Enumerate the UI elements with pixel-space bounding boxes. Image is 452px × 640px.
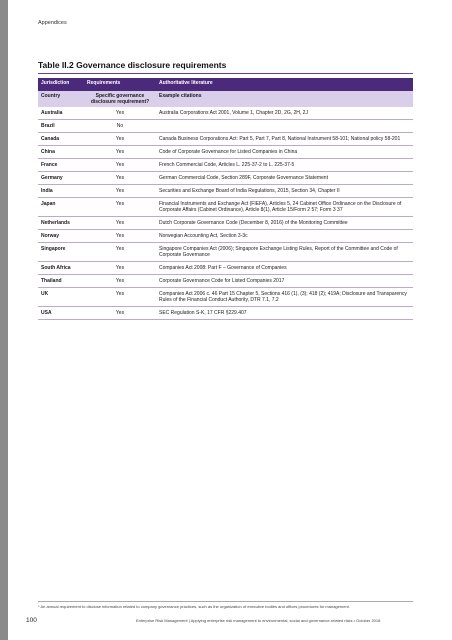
header-requirements: Requirements xyxy=(84,78,156,91)
citation-cell: Australia Corporations Act 2001, Volume 1, Chapter 2D, 2G, 2H, 2J xyxy=(156,107,413,120)
citation-cell: Companies Act 2008: Part F – Governance of Companies xyxy=(156,262,413,275)
country-cell: Singapore xyxy=(38,243,84,262)
table-row xyxy=(38,198,413,217)
requirement-cell: Yes xyxy=(84,185,156,198)
requirement-cell: No xyxy=(84,120,156,133)
citation-cell: Singapore Companies Act (2006); Singapore Exchange Listing Rules, Report of the Committee and Code of Corporate Governance xyxy=(156,243,413,262)
table-row xyxy=(38,288,413,307)
citation-cell: French Commercial Code, Articles L. 225-37-2 to L. 225-37-5 xyxy=(156,159,413,172)
requirement-cell: Yes xyxy=(84,243,156,262)
country-cell: South Africa xyxy=(38,262,84,275)
requirement-cell: Yes xyxy=(84,217,156,230)
country-cell: Brazil xyxy=(38,120,84,133)
table-row xyxy=(38,185,413,198)
requirement-cell: Yes xyxy=(84,307,156,320)
table-subheader-row xyxy=(38,91,413,107)
requirement-cell: Yes xyxy=(84,146,156,159)
requirement-cell: Yes xyxy=(84,262,156,275)
citation-cell: Canada Business Corporations Act: Part 5, Part 7, Part 8, National Instrument 58-101; National policy 58-201 xyxy=(156,133,413,146)
header-authoritative-literature: Authoritative literature xyxy=(156,78,413,91)
citation-cell: Companies Act 2006 c. 46 Part 15 Chapter 5, Sections 416 (1), (3); 418 (2); 419A; Disclosure and Transparency Rules of the Financial Conduct Authority, DTR 7.1, 7.2 xyxy=(156,288,413,307)
table-row xyxy=(38,262,413,275)
requirement-cell: Yes xyxy=(84,198,156,217)
table-row xyxy=(38,120,413,133)
requirement-cell: Yes xyxy=(84,107,156,120)
subheader-country: Country xyxy=(38,91,84,107)
country-cell: France xyxy=(38,159,84,172)
governance-table xyxy=(38,78,413,320)
subheader-specific-requirement: Specific governance disclosure requirement? xyxy=(84,91,156,107)
footnote: * An annual requirement to disclose information related to company governance practices, such as the organization of executive bodies and offices procedures for management. xyxy=(38,601,413,610)
page-number: 100 xyxy=(26,617,37,624)
country-cell: Canada xyxy=(38,133,84,146)
table-row xyxy=(38,146,413,159)
citation-cell: Code of Corporate Governance for Listed Companies in China xyxy=(156,146,413,159)
country-cell: Netherlands xyxy=(38,217,84,230)
country-cell: Germany xyxy=(38,172,84,185)
country-cell: UK xyxy=(38,288,84,307)
table-row xyxy=(38,133,413,146)
requirement-cell: Yes xyxy=(84,133,156,146)
table-row xyxy=(38,172,413,185)
requirement-cell: Yes xyxy=(84,288,156,307)
table-row xyxy=(38,107,413,120)
subheader-example-citations: Example citations xyxy=(156,91,413,107)
footer-text: Enterprise Risk Management | Applying enterprise risk management to environmental, social and governance-related risks • October 2018 xyxy=(136,618,381,623)
requirement-cell: Yes xyxy=(84,275,156,288)
requirement-cell: Yes xyxy=(84,172,156,185)
table-title: Table II.2 Governance disclosure requirements xyxy=(38,60,227,70)
page-sidebar-strip xyxy=(0,0,8,640)
country-cell: Australia xyxy=(38,107,84,120)
citation-cell: German Commercial Code, Section 289F, Corporate Governance Statement xyxy=(156,172,413,185)
citation-cell: Corporate Governance Code for Listed Companies 2017 xyxy=(156,275,413,288)
section-label: Appendices xyxy=(38,20,67,26)
requirement-cell: Yes xyxy=(84,230,156,243)
country-cell: China xyxy=(38,146,84,159)
citation-cell: Financial Instruments and Exchange Act (FIEFA), Articles 5, 24 Cabinet Office Ordinance on the Disclosure of Corporate Affairs (Cabinet Ordinance), Article 8(1), Article 15/Form 2 57; Form 3 37 xyxy=(156,198,413,217)
country-cell: USA xyxy=(38,307,84,320)
header-jurisdiction: Jurisdiction xyxy=(38,78,84,91)
citation-cell: Securities and Exchange Board of India Regulations, 2015, Section 34, Chapter II xyxy=(156,185,413,198)
citation-cell: Norwegian Accounting Act, Section 3-3c xyxy=(156,230,413,243)
title-rule xyxy=(38,73,413,74)
country-cell: Thailand xyxy=(38,275,84,288)
table-header-row xyxy=(38,78,413,91)
country-cell: India xyxy=(38,185,84,198)
table-row xyxy=(38,217,413,230)
table-row xyxy=(38,243,413,262)
citation-cell: SEC Regulation S-K, 17 CFR §229.407 xyxy=(156,307,413,320)
table-row xyxy=(38,307,413,320)
citation-cell: Dutch Corporate Governance Code (December 8, 2016) of the Monitoring Committee xyxy=(156,217,413,230)
table-row xyxy=(38,275,413,288)
citation-cell xyxy=(156,120,413,133)
country-cell: Japan xyxy=(38,198,84,217)
table-row xyxy=(38,230,413,243)
table-row xyxy=(38,159,413,172)
requirement-cell: Yes xyxy=(84,159,156,172)
country-cell: Norway xyxy=(38,230,84,243)
